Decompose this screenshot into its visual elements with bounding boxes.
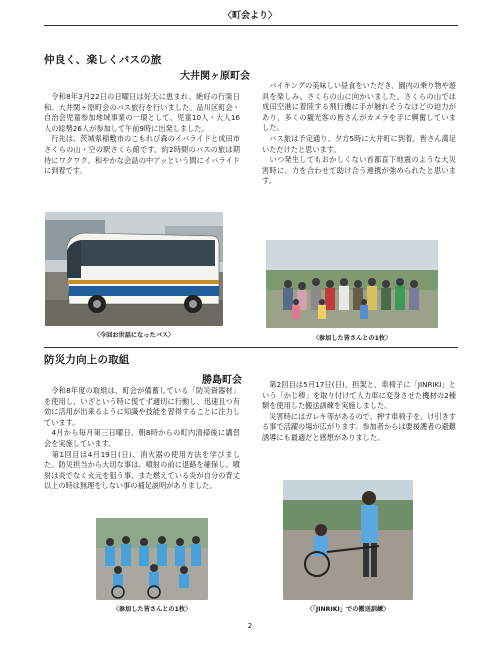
article1-paragraph: バス旅は予定通り、夕方5時に大井町に到着。皆さん満足いただけたと思います。 (262, 133, 456, 154)
bus-photo (45, 212, 223, 326)
header-divider (44, 25, 458, 26)
jinriki-photo-caption: 〈「JINRIKI」での搬送訓練〉 (306, 606, 390, 613)
group-photo-1-caption: 〈参加した皆さんとの1枚〉 (312, 335, 392, 342)
article2-left-column (44, 386, 240, 492)
article1-paragraph: 令和8年3月22日の日曜日は好天に恵まれ、絶好の行楽日和。大井関ヶ原町会のバス旅行を行いました。品川区町会・自治会児童参加地域事業の一環として、児童10人・大人16人の総勢26人が参加して午前9時に出発しました。 (44, 92, 240, 133)
article2-paragraph: 第1回目は4月19日(日)、消火器の使用方法を学びました。防災担当から大切な事は、噴射の前に退路を確保し、噴射は炎でなく火元を狙う事、また燃えている炎が自分の背丈以上の時は無理をしない事の補足説明がありました。 (44, 449, 240, 491)
page-number: 2 (247, 622, 253, 630)
article1-right-column (262, 81, 456, 187)
article1-author: 大井関ヶ原町会 (180, 71, 250, 82)
article2-right-column (262, 380, 456, 444)
article2-paragraph: 令和8年度の取組は、町会が備蓄している「防災資器材」を使用し、いざという時に慌てず適切に行動し、迅速且つ有効に活用が出来るように知識や技能を習得することに注力しています。 (44, 386, 240, 427)
jinriki-photo (283, 480, 413, 600)
article1-title: 仲良く、楽しくバスの旅 (44, 54, 162, 66)
bus-photo-caption: 〈今回お世話になったバス〉 (93, 332, 175, 339)
article1-paragraph: バイキングの美味しい昼食をいただき、園内の乗り物や遊具を楽しみ、さくらの山に向かいました。さくらの山では成田空港に着陸する飛行機に手が触れそうなほどの迫力があり、多くの観光客の皆さんがカメラを手に興奮していました。 (262, 81, 456, 133)
article2-paragraph: 4月から毎月第三日曜日、朝8時からの町内清掃後に講習会を実施しています。 (44, 428, 240, 448)
group-photo-1 (266, 240, 438, 328)
article1-paragraph: 行先は、茨城県稲敷市のこもれび森のイバライドと成田市さくらの山・空の駅さくら館です。約2時間のバスの旅は期待にワクワク、和やかな会話の中アッという間にイバライドに到着です。 (44, 134, 240, 176)
article2-paragraph: 第2回目は5月17日(日)、担架と、車椅子に「JINRIKI」という「かじ棒」を取り付けて人力車に変身させた機材の2種類を使用した搬送訓練を実施しました。 (262, 380, 456, 411)
article2-title: 防災力向上の取組 (44, 354, 130, 366)
article2-paragraph: 災害時にはガレキ等があるので、押す車椅子を、け引きする事で活躍の場が広がります。参加者からは要援護者の避難誘導にも最適だと感想がありました。 (262, 411, 456, 442)
section-divider (44, 347, 458, 348)
group-photo-2-caption: 〈参加した皆さんとの1枚〉 (112, 606, 192, 613)
article1-paragraph: いつ発生してもおかしくない首都直下地震のような大災害時に、力を合わせて助け合う連携が強められたと思います。 (262, 155, 456, 186)
article2-author: 勝島町会 (202, 375, 242, 386)
group-photo-2 (96, 518, 208, 600)
article1-left-column (44, 92, 240, 177)
page-header-label: 〈町会より〉 (222, 11, 277, 21)
